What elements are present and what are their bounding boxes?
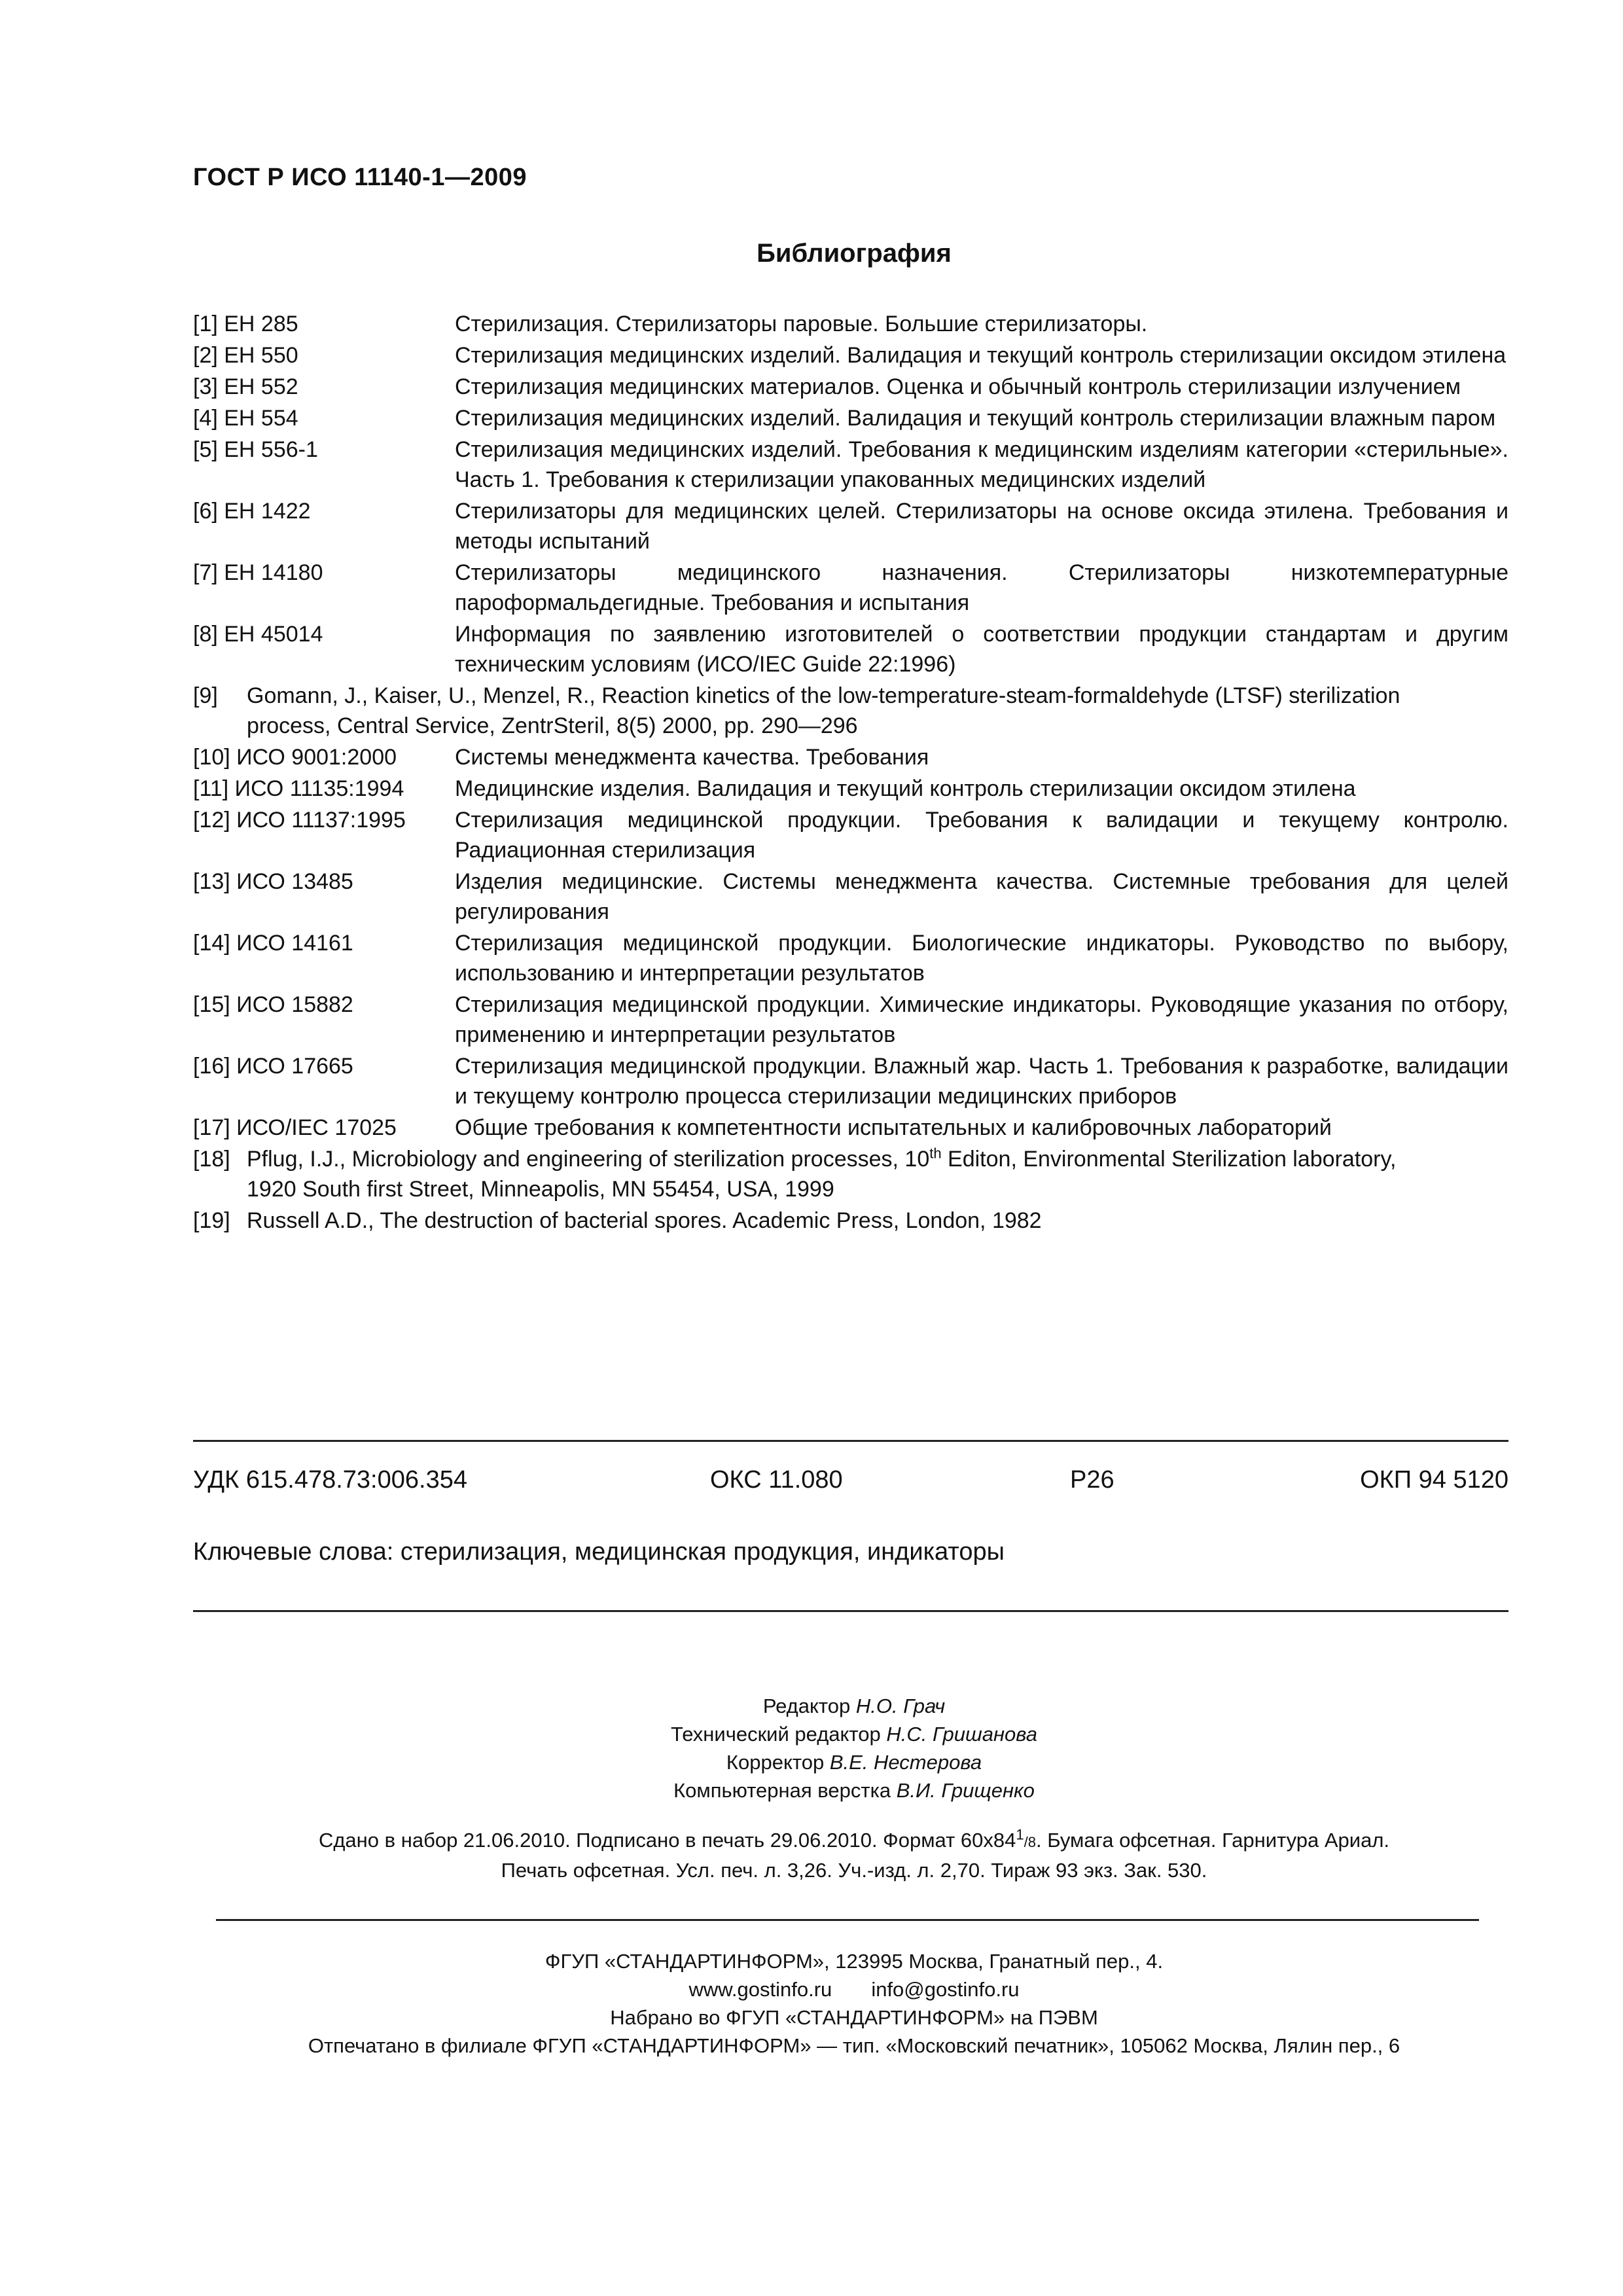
- corrector-line: [85, 1748, 1623, 1776]
- entry-text: Стерилизаторы медицинского назначения. Стерилизаторы низкотемпературные парoформальдегидные. Требования и испытания: [455, 560, 1508, 615]
- entry-ref: [1] ЕН 285: [193, 312, 298, 336]
- entry-ref: [8] ЕН 45014: [193, 622, 323, 647]
- publisher-contacts: [85, 1975, 1623, 2003]
- bibliography-entry: [193, 496, 1508, 556]
- entry-ref: [19]: [193, 1208, 230, 1233]
- entry-text-continuation: process, Central Service, ZentrSteril, 8(5) 2000, pp. 290—296: [247, 713, 858, 738]
- corrector-name: В.Е. Нестерова: [829, 1751, 982, 1774]
- bibliography-entry: [193, 774, 1508, 804]
- keywords-line: Ключевые слова: стерилизация, медицинская продукция, индикаторы: [193, 1538, 1005, 1566]
- layout-label: Компьютерная верстка: [673, 1779, 897, 1802]
- udk-code: УДК 615.478.73:006.354: [193, 1466, 467, 1494]
- entry-text: Медицинские изделия. Валидация и текущий контроль стерилизации оксидом этилена: [455, 776, 1356, 801]
- bibliography-entry: [193, 619, 1508, 679]
- group-code: Р26: [1070, 1466, 1115, 1494]
- format-superscript: 1: [1016, 1826, 1024, 1843]
- bibliography-entry: [193, 340, 1508, 370]
- entry-text: Стерилизация медицинской продукции. Требования к валидации и текущему контролю. Радиационная стерилизация: [455, 808, 1508, 863]
- layout-name: В.И. Грищенко: [896, 1779, 1035, 1802]
- publisher-info: [0, 1947, 1623, 2060]
- entry-ref: [9]: [193, 683, 218, 708]
- editor-name: Н.О. Грач: [855, 1695, 946, 1717]
- typeset-info: Набрано во ФГУП «СТАНДАРТИНФОРМ» на ПЭВМ: [610, 2006, 1098, 2029]
- document-code: ГОСТ Р ИСО 11140-1—2009: [193, 164, 527, 191]
- publisher-address: ФГУП «СТАНДАРТИНФОРМ», 123995 Москва, Гранатный пер., 4.: [544, 1950, 1164, 1973]
- entry-text: Pflug, I.J., Microbiology and engineering of sterilization processes, 10: [247, 1147, 930, 1172]
- tech-editor-line: [85, 1720, 1623, 1748]
- entry-text: Стерилизация медицинских изделий. Валидация и текущий контроль стерилизации влажным паром: [455, 406, 1496, 431]
- editor-label: Редактор: [762, 1695, 856, 1717]
- bibliography-entry: [193, 990, 1508, 1050]
- bibliography-entry: [193, 742, 1508, 772]
- entry-text: Изделия медицинские. Системы менеджмента качества. Системные требования для целей регулирования: [455, 869, 1508, 924]
- entry-text: Russell A.D., The destruction of bacterial spores. Academic Press, London, 1982: [247, 1208, 1042, 1233]
- bibliography-entry: [193, 435, 1508, 495]
- layout-line: [85, 1776, 1623, 1804]
- editor-line: [85, 1692, 1623, 1720]
- entry-text: Стерилизация. Стерилизаторы паровые. Большие стерилизаторы.: [455, 312, 1148, 336]
- bibliography-entry: [193, 372, 1508, 402]
- entry-ref: [11] ИСО 11135:1994: [193, 776, 404, 801]
- entry-text: Gomann, J., Kaiser, U., Menzel, R., Reaction kinetics of the low-temperature-steam-formaldehyde (LTSF) sterilization: [247, 683, 1400, 708]
- entry-text: Стерилизация медицинских изделий. Валидация и текущий контроль стерилизации оксидом этилена: [455, 343, 1507, 368]
- divider-line: [216, 1919, 1479, 1921]
- entry-ref: [7] ЕН 14180: [193, 560, 323, 585]
- print-info-text: Сдано в набор 21.06.2010. Подписано в печать 29.06.2010. Формат 60x84: [318, 1829, 1016, 1852]
- bibliography-entry: [193, 928, 1508, 988]
- okp-code: ОКП 94 5120: [1360, 1466, 1508, 1494]
- bibliography-entry: [193, 1206, 1508, 1236]
- tech-editor-label: Технический редактор: [671, 1723, 887, 1746]
- corrector-label: Корректор: [726, 1751, 830, 1774]
- bibliography-entry: [193, 558, 1508, 618]
- website-link[interactable]: www.gostinfo.ru: [688, 1978, 832, 2001]
- print-info-line-1: [85, 1826, 1623, 1856]
- entry-text-continuation: 1920 South first Street, Minneapolis, MN 55454, USA, 1999: [247, 1177, 834, 1202]
- oks-code: ОКС 11.080: [710, 1466, 843, 1494]
- bibliography-title: Библиография: [757, 239, 952, 268]
- format-fraction: /8: [1024, 1834, 1036, 1850]
- print-info-text-tail: . Бумага офсетная. Гарнитура Ариал.: [1036, 1829, 1390, 1852]
- entry-text-tail: Editon, Environmental Sterilization laboratory,: [941, 1147, 1397, 1172]
- entry-text: Стерилизация медицинских материалов. Оценка и обычный контроль стерилизации излучением: [455, 374, 1461, 399]
- email-link[interactable]: info@gostinfo.ru: [871, 1978, 1020, 2001]
- bibliography-entry: [193, 1051, 1508, 1111]
- entry-ref: [2] ЕН 550: [193, 343, 298, 368]
- bibliography-entry: [193, 403, 1508, 433]
- entry-text: Стерилизация медицинской продукции. Химические индикаторы. Руководящие указания по отбору, применению и интерпретации результатов: [455, 992, 1508, 1047]
- entry-ref: [15] ИСО 15882: [193, 992, 353, 1017]
- superscript: th: [929, 1145, 942, 1162]
- tech-editor-name: Н.С. Гришанова: [886, 1723, 1037, 1746]
- entry-text: Стерилизация медицинской продукции. Влажный жар. Часть 1. Требования к разработке, валидации и текущему контролю процесса стерилизации медицинских приборов: [455, 1054, 1508, 1109]
- divider-line: [193, 1610, 1508, 1612]
- entry-ref: [5] ЕН 556-1: [193, 437, 318, 462]
- printed-info: Отпечатано в филиале ФГУП «СТАНДАРТИНФОРМ» — тип. «Московский печатник», 105062 Москва, Лялин пер., 6: [308, 2034, 1400, 2057]
- entry-ref: [4] ЕН 554: [193, 406, 298, 431]
- classification-row: [193, 1466, 1508, 1499]
- bibliography-list: [193, 309, 1508, 1237]
- bibliography-entry: [193, 1113, 1508, 1143]
- entry-ref: [13] ИСО 13485: [193, 869, 353, 894]
- entry-text: Стерилизаторы для медицинских целей. Стерилизаторы на основе оксида этилена. Требования и методы испытаний: [455, 499, 1508, 554]
- entry-ref: [17] ИСО/IEC 17025: [193, 1115, 397, 1140]
- entry-ref: [12] ИСО 11137:1995: [193, 808, 406, 833]
- entry-ref: [14] ИСО 14161: [193, 931, 353, 956]
- entry-text: Стерилизация медицинских изделий. Требования к медицинским изделиям категории «стерильные». Часть 1. Требования к стерилизации упакованных медицинских изделий: [455, 437, 1508, 492]
- bibliography-entry: [193, 681, 1508, 741]
- staff-credits: [0, 1692, 1623, 1804]
- entry-text: Общие требования к компетентности испытательных и калибровочных лабораторий: [455, 1115, 1332, 1140]
- entry-ref: [10] ИСО 9001:2000: [193, 745, 397, 770]
- entry-text: Стерилизация медицинской продукции. Биологические индикаторы. Руководство по выбору, использованию и интерпретации результатов: [455, 931, 1508, 986]
- bibliography-entry: [193, 1144, 1508, 1204]
- entry-ref: [3] ЕН 552: [193, 374, 298, 399]
- entry-ref: [6] ЕН 1422: [193, 499, 311, 524]
- bibliography-entry: [193, 867, 1508, 927]
- entry-text: Информация по заявлению изготовителей о соответствии продукции стандартам и другим техническим условиям (ИСО/IEC Guide 22:1996): [455, 622, 1508, 677]
- print-info: [0, 1826, 1623, 1884]
- divider-line: [193, 1440, 1508, 1442]
- bibliography-entry: [193, 309, 1508, 339]
- entry-ref: [16] ИСО 17665: [193, 1054, 353, 1079]
- entry-text: Системы менеджмента качества. Требования: [455, 745, 929, 770]
- print-info-line-2: Печать офсетная. Усл. печ. л. 3,26. Уч.-изд. л. 2,70. Тираж 93 экз. Зак. 530.: [501, 1859, 1207, 1882]
- entry-ref: [18]: [193, 1147, 230, 1172]
- bibliography-entry: [193, 805, 1508, 865]
